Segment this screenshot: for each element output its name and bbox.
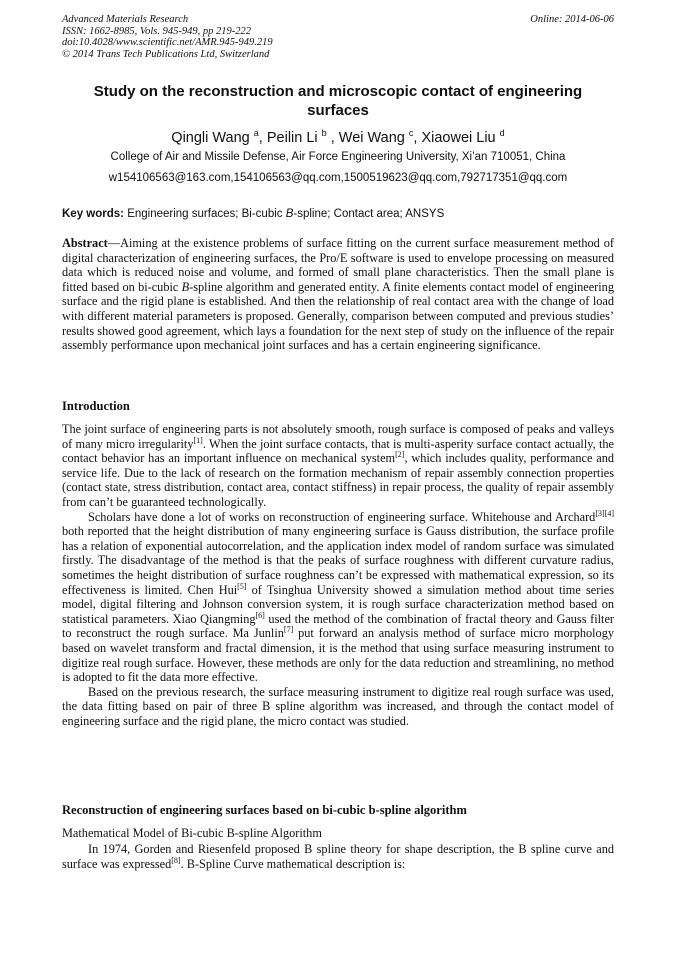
citation: [8] [171,855,181,865]
author-name: Qingli Wang [171,129,250,146]
text-run: both reported that the height distribution of many engineering surface is Gauss distribution, the surface profile has a relation of exponential autocorrelation, and the application index model of random surface was simulated firstly. The disadvantage of the method is that the peaks of surface roughness with different curvature radius, sometimes the height distribution of surface roughness can’t be expressed with mathematical expression, so its effectiveness is limited. Chen Hui [62,524,614,597]
paragraph [62,510,614,685]
text-run: . B-Spline Curve mathematical description is: [180,856,406,871]
section-heading: Reconstruction of engineering surfaces based on bi-cubic b-spline algorithm [62,803,467,817]
text-run: . When the joint surface contacts, that is multi-asperity surface contact actually, the contact behavior has an important influence on mechanical system [62,436,614,466]
text-run: , which includes quality, performance and service life. Due to the lack of research on the formation mechanism of repair assembly connection properties (contact state, stress distribution, contact area, contact stiffness) in repair process, the quality of repair assembly from can’t be guaranteed technologically. [62,451,614,509]
citation: [1] [193,435,203,445]
keywords-text: -spline; Contact area; ANSYS [293,208,445,220]
introduction-body [62,422,614,728]
author-name: Wei Wang [338,129,405,146]
paragraph [62,842,614,871]
keywords-text: Engineering surfaces; Bi-cubic [124,208,286,220]
issn-line: ISSN: 1662-8985, Vols. 945-949, pp 219-222 [62,25,251,37]
text-run: In 1974, Gorden and Riesenfeld proposed B spline theory for shape description, the B spline curve and surface was expressed [62,842,614,871]
keywords [62,207,614,221]
text-run: put forward an analysis method of surface micro morphology based on wavelet transform and fractal dimension, it is the method that using surface measuring instrument to digitize real rough surface. However, these methods are only for the data reduction and streamlining, no method is adopted to fit the data more effective. [62,626,614,685]
section-body [62,842,614,871]
paper-title: Study on the reconstruction and microscopic contact of engineering surfaces [93,83,583,119]
journal-name: Advanced Materials Research [62,14,189,25]
author-name: Xiaowei Liu [421,129,496,146]
paragraph: Based on the previous research, the surface measuring instrument to digitize real rough surface was used, the data fitting based on pair of three B spline algorithm was increased, and through the contact model of engineering surface and the rigid plane, the micro contact was studied. [62,684,614,728]
online-date: Online: 2014-06-06 [530,14,614,25]
text-run: used the method of the combination of fractal theory and Gauss filter to reconstruct the rough surface. Ma Junlin [62,611,614,641]
doi-line: doi:10.4028/www.scientific.net/AMR.945-949.219 [62,37,273,48]
author-name: Peilin Li [266,129,318,146]
copyright-line: © 2014 Trans Tech Publications Ltd, Switzerland [62,48,270,60]
subsection-heading: Mathematical Model of Bi-cubic B-spline Algorithm [62,826,322,840]
citation: [7] [283,625,294,635]
citation: [3][4] [595,508,614,518]
author-separator: , [413,129,422,146]
author-separator: , [258,129,267,146]
abstract-label: Abstract [62,236,108,250]
author-superscript: c [408,128,414,138]
author-separator: , [326,129,339,146]
introduction-heading: Introduction [62,399,130,413]
citation: [2] [395,450,405,460]
author-superscript: b [321,128,327,138]
abstract-text: —Aiming at the existence problems of surface fitting on the current surface measurement method of digital characterization of engineering surfaces, the Pro/E software is used to envelope processing on measured data which is reduced noise and volume, and formed of small plane characteristics. Then the small plane is fitted based on bi-cubic [62,236,614,294]
text-run: of Tsinghua University showed a simulation method about time series model, digital filtering and Johnson conversion system, it is rough surface characterization method based on statistical parameters. Xiao Qiangming [62,582,614,626]
keywords-italic: B [285,208,294,220]
citation: [6] [255,610,265,620]
abstract-text: -spline algorithm and generated entity. A finite elements contact model of engineering surface and the rigid plane is established. And then the relationship of real contact area with the change of load with different material parameters is proposed. Generally, comparison between computed and previous studies’ results showed good agreement, which lays a foundation for the next step of study on the influence of the repair assembly performance upon mechanical joint surfaces and has a certain engineering significance. [62,279,614,353]
author-list [62,124,614,147]
citation: [5] [237,581,247,591]
abstract [62,236,614,353]
text-run: The joint surface of engineering parts is not absolutely smooth, rough surface is composed of peaks and valleys of many micro irregularity [62,422,614,451]
journal-header [62,14,614,60]
paragraph [62,422,614,510]
author-emails: w154106563@163.com,154106563@qq.com,1500519623@qq.com,792717351@qq.com [108,172,568,184]
author-superscript: d [499,128,505,138]
abstract-italic: B [181,279,190,294]
text-run: Scholars have done a lot of works on reconstruction of engineering surface. Whitehouse and Archard [88,509,596,524]
keywords-label: Key words: [62,208,124,220]
affiliation: College of Air and Missile Defense, Air Force Engineering University, Xi’an 710051, China [110,151,566,163]
author-superscript: a [253,128,259,138]
